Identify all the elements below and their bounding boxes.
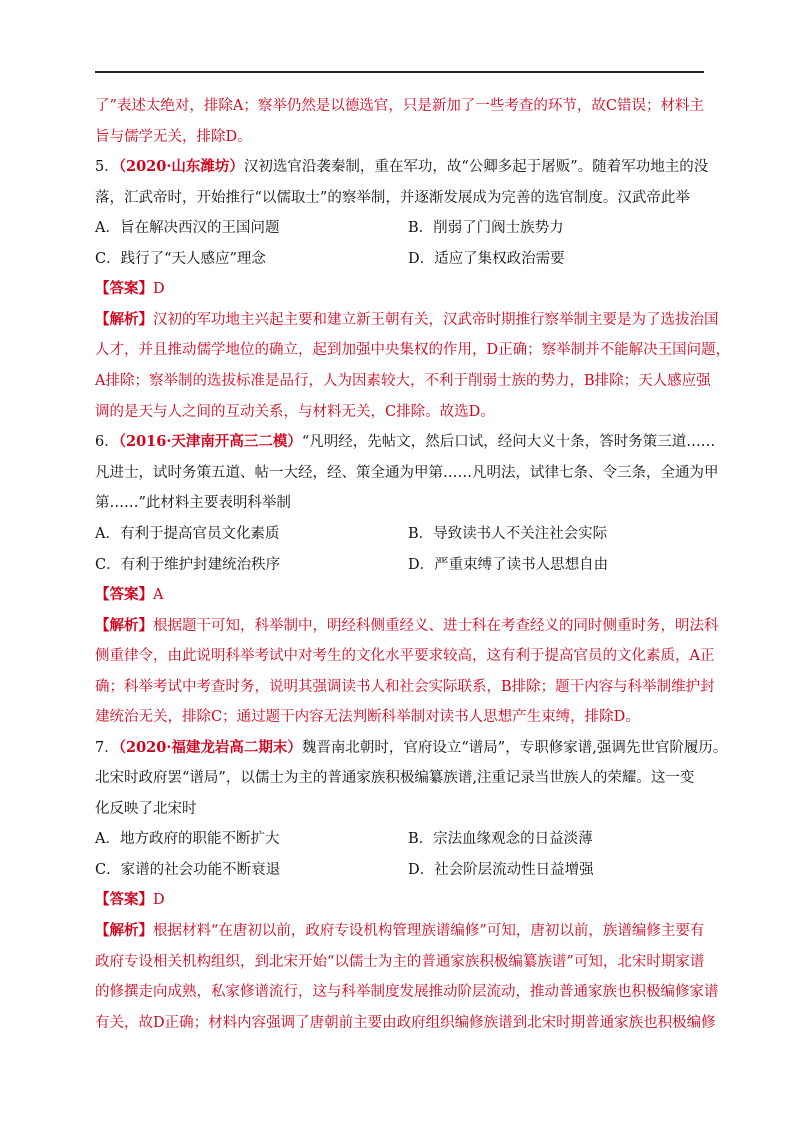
question-5-option-b[interactable]: B．削弱了门阀士族势力 (408, 220, 564, 236)
question-7-analysis-label: 【解析】 (95, 922, 153, 939)
question-6-number: 6． (95, 434, 119, 450)
question-5-stem-line-2: 落，汇武帝时，开始推行“以儒取士”的察举制，并逐渐发展成为完善的选官制度。汉武帝此举 (95, 190, 690, 206)
question-5-number: 5． (95, 159, 119, 175)
question-7-answer (95, 890, 715, 910)
question-6-option-d[interactable]: D．严重束缚了读书人思想自由 (408, 557, 609, 573)
question-6-source: （2016·天津南开高三二模） (118, 433, 302, 450)
question-6-analysis-line-4: 建统治无关，排除C；通过题干内容无法判断科举制对读书人思想产生束缚，排除D。 (95, 709, 640, 725)
question-5-option-d[interactable]: D．适应了集权政治需要 (408, 251, 565, 267)
question-6-answer (95, 585, 715, 605)
question-6-option-b[interactable]: B．导致读书人不关注社会实际 (408, 526, 608, 542)
question-5-option-c[interactable]: C．践行了“天人感应”理念 (95, 251, 266, 267)
question-7-option-c[interactable]: C．家谱的社会功能不断衰退 (95, 862, 281, 878)
question-6-analysis-label: 【解析】 (95, 617, 153, 634)
question-5-source: （2020·山东潍坊） (118, 158, 244, 175)
question-6-option-c[interactable]: C．有利于维护封建统治秩序 (95, 557, 281, 573)
question-7-analysis-line-2: 政府专设相关机构组织，到北宋开始“以儒士为主的普通家族积极编纂族谱”可知，北宋时期家谱 (95, 954, 705, 970)
question-7-answer-value: D (153, 892, 165, 908)
question-5-analysis-line-2: 人才，并且推动儒学地位的确立，起到加强中央集权的作用，D正确；察举制并不能解决王国问题， (95, 342, 731, 358)
question-5-analysis-line-4: 调的是天与人之间的互动关系，与材料无关，C排除。故选D。 (95, 404, 495, 420)
question-6-answer-value: A (153, 587, 164, 603)
question-5-answer-value: D (153, 281, 165, 297)
question-5-answer (95, 279, 715, 299)
prev-explanation-line-1: 了”表述太绝对，排除A；察举仍然是以德选官，只是新加了一些考查的环节，故C错误；材料主 (95, 98, 704, 114)
question-7-stem-line-2: 北宋时政府罢“谱局”，以儒士为主的普通家族积极编纂族谱,注重记录当世族人的荣耀。这一变 (95, 770, 695, 786)
question-5-stem-line-1: 汉初选官沿袭秦制，重在军功，故“公卿多起于屠贩”。随着军功地主的没 (243, 159, 709, 175)
question-6-stem (95, 432, 715, 452)
question-6-analysis-line-3: 确；科举考试中考查时务，说明其强调读书人和社会实际联系，B排除；题干内容与科举制维护封 (95, 679, 715, 695)
question-7-option-d[interactable]: D．社会阶层流动性日益增强 (408, 862, 594, 878)
question-5-analysis-line-1: 【解析】汉初的军功地主兴起主要和建立新王朝有关，汉武帝时期推行察举制主要是为了选拔治国 (95, 311, 719, 328)
question-7-stem-line-1: 魏晋南北朝时，官府设立“谱局”，专职修家谱,强调先世官阶履历。 (301, 740, 728, 756)
question-6-answer-label: 【答案】 (95, 586, 153, 603)
question-7-answer-label: 【答案】 (95, 891, 153, 908)
question-7-analysis-line-1: 【解析】根据材料“在唐初以前，政府专设机构管理族谱编修”可知，唐初以前，族谱编修主要有 (95, 922, 705, 939)
question-7-option-a[interactable]: A．地方政府的职能不断扩大 (95, 831, 280, 847)
question-7-source: （2020·福建龙岩高二期末） (118, 739, 302, 756)
question-7-stem-line-3: 化反映了北宋时 (95, 801, 197, 817)
question-5-answer-label: 【答案】 (95, 280, 153, 297)
question-5-stem (95, 157, 715, 177)
question-7-option-b[interactable]: B．宗法血缘观念的日益淡薄 (408, 831, 593, 847)
question-6-option-a[interactable]: A．有利于提高官员文化素质 (95, 526, 280, 542)
prev-explanation-line-2: 旨与儒学无关，排除D。 (95, 129, 252, 145)
question-7-analysis-line-4: 有关，故D正确；材料内容强调了唐朝前主要由政府组织编修族谱到北宋时期普通家族也积极编修 (95, 1015, 716, 1031)
question-5-analysis-label: 【解析】 (95, 311, 153, 328)
question-6-analysis-line-2: 侧重律令，由此说明科举考试中对考生的文化水平要求较高，这有利于提高官员的文化素质，A正 (95, 648, 715, 664)
question-7-analysis-line-3: 的修撰走向成熟，私家修谱流行，这与科举制度发展推动阶层流动，推动普通家族也积极编修家谱 (95, 984, 719, 1000)
question-6-stem-line-3: 第……”此材料主要表明科举制 (95, 495, 291, 511)
question-7-stem (95, 738, 728, 758)
question-7-number: 7． (95, 740, 119, 756)
question-5-option-a[interactable]: A．旨在解决西汉的王国问题 (95, 220, 280, 236)
question-6-stem-line-1: “凡明经，先帖文，然后口试，经问大义十条，答时务策三道…… (301, 434, 716, 450)
question-5-analysis-line-3: A排除；察举制的选拔标准是品行，人为因素较大，不利于削弱士族的势力，B排除；天人感应强 (95, 373, 711, 389)
question-6-stem-line-2: 凡进士，试时务策五道、帖一大经，经、策全通为甲第……凡明法，试律七条、令三条，全通为甲 (95, 465, 719, 481)
question-6-analysis-line-1: 【解析】根据题干可知，科举制中，明经科侧重经义、进士科在考查经义的同时侧重时务，明法科 (95, 617, 719, 634)
header-rule (95, 71, 704, 73)
